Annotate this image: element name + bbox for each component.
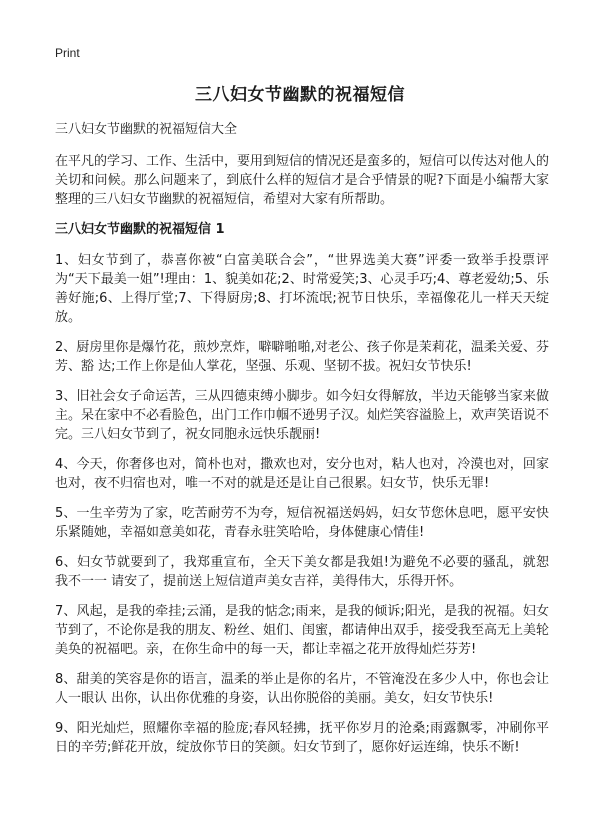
article-body [55, 120, 549, 768]
section-heading: 三八妇女节幽默的祝福短信 1 [55, 222, 225, 237]
list-item: 4、今天，你奢侈也对，简朴也对，撒欢也对，安分也对，粘人也对，冷漠也对，回家也对，夜不归宿也对，唯一不对的就是还是让自己很累。妇女节，快乐无罪! [55, 457, 549, 491]
list-item: 1、妇女节到了，恭喜你被“白富美联合会”，“世界选美大赛”评委一致举手投票评为“天下最美一姐”!理由：1、貌美如花;2、时常爱笑;3、心灵手巧;4、尊老爱幼;5、乐善好施;6、上得厅堂;7、下得厨房;8、打坏流氓;祝节日快乐，幸福像花儿一样天天绽放。 [55, 253, 549, 325]
list-item: 9、阳光灿烂，照耀你幸福的脸庞;春风轻拂，抚平你岁月的沧桑;雨露飘零，冲刷你平日的辛劳;鲜花开放，绽放你节日的笑颜。妇女节到了，愿你好运连绵，快乐不断! [55, 721, 549, 755]
print-link[interactable]: Print [55, 46, 80, 60]
list-item: 8、甜美的笑容是你的语言，温柔的举止是你的名片，不管淹没在多少人中，你也会让人一眼认 出你，认出你优雅的身姿，认出你脱俗的美丽。美女，妇女节快乐! [55, 672, 549, 706]
list-item: 2、厨房里你是爆竹花，煎炒烹炸，噼噼啪啪,对老公、孩子你是茉莉花，温柔关爱、芬芳、豁 达;工作上你是仙人掌花，坚强、乐观、坚韧不拔。祝妇女节快乐! [55, 340, 549, 374]
list-item: 7、风起，是我的牵挂;云涌，是我的惦念;雨来，是我的倾诉;阳光，是我的祝福。妇女节到了，不论你是我的朋友、粉丝、姐们、闺蜜，都请伸出双手，接受我至高无上美轮美奂的祝福吧。亲，在你生命中的每一天，都让幸福之花开放得灿烂芬芳! [55, 604, 550, 657]
list-item: 6、妇女节就要到了，我郑重宣布，全天下美女都是我姐!为避免不必要的骚乱，就恕我不一一 请安了，提前送上短信道声美女吉祥，美得伟大，乐得开怀。 [55, 555, 549, 589]
intro-paragraph: 在平凡的学习、工作、生活中，要用到短信的情况还是蛮多的，短信可以传达对他人的关切和问候。那么问题来了，到底什么样的短信才是合乎情景的呢?下面是小编帮大家整理的三八妇女节幽默的祝福短信，希望对大家有所帮助。 [55, 154, 550, 207]
list-item: 3、旧社会女子命运苦，三从四德束缚小脚步。如今妇女得解放，半边天能够当家来做主。呆在家中不必看脸色，出门工作巾帼不逊男子汉。灿烂笑容溢脸上，欢声笑语说不完。三八妇女节到了，祝女同胞永远快乐靓丽! [55, 389, 550, 442]
article-subtitle: 三八妇女节幽默的祝福短信大全 [55, 122, 238, 137]
list-item: 5、一生辛劳为了家，吃苦耐劳不为夸，短信祝福送妈妈，妇女节您休息吧，愿平安快乐紧随她，幸福如意美如花，青春永驻笑哈哈，身体健康心情佳! [55, 506, 549, 540]
page-title: 三八妇女节幽默的祝福短信 [195, 85, 405, 105]
